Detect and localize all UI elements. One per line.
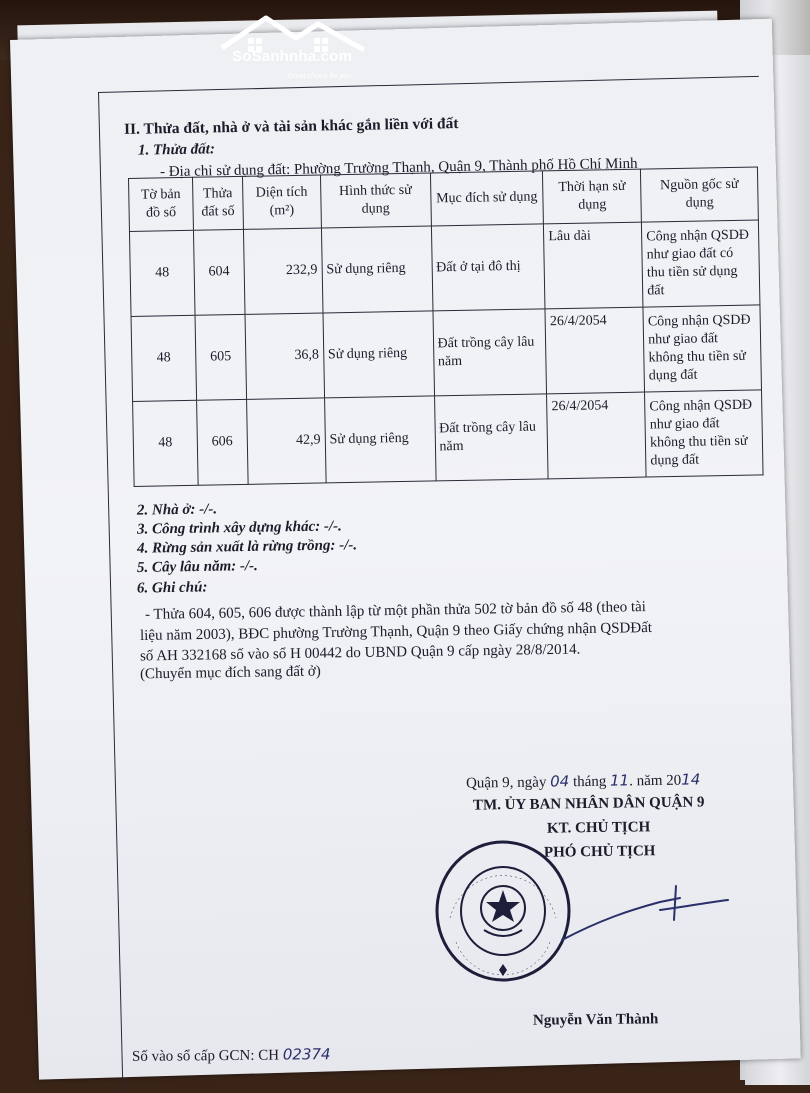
register-value: 02374 [282,1045,331,1064]
date-month-label: tháng [572,773,607,791]
section-title: II. Thửa đất, nhà ở và tài sản khác gắn liền với đất [123,115,459,138]
cell-area: 36,8 [245,313,324,399]
item-perennial-trees: 5. Cây lâu năm: -/-. [136,558,258,576]
watermark-brand: SoSanhnha.com [232,48,353,65]
item-other-construction: 3. Công trình xây dựng khác: -/-. [136,518,342,538]
cell-parcel-no: 605 [195,314,247,400]
official-seal-icon [432,838,574,984]
date-prefix: Quận 9, ngày [465,774,547,792]
note-line: (Chuyển mục đích sang đất ở) [139,663,321,683]
authority-line: TM. ỦY BAN NHÂN DÂN QUẬN 9 [472,794,705,814]
cell-purpose: Đất trồng cây lâu năm [434,394,548,481]
cell-usage-form: Sử dụng riêng [321,226,432,313]
header-term: Thời hạn sử dụng [543,169,642,224]
cell-purpose: Đất trồng cây lâu năm [432,309,546,396]
vice-chairman-line: PHÓ CHỦ TỊCH [543,843,656,861]
signer-name: Nguyễn Văn Thành [532,1011,659,1029]
date-year-label: năm 20 [636,772,682,790]
cell-area: 42,9 [246,398,325,484]
header-map-sheet: Tờ bản đồ số [129,177,194,231]
watermark-tagline: Great choice for you [288,73,352,80]
date-year: 14 [681,770,701,789]
cell-usage-form: Sử dụng riêng [324,396,435,483]
cell-usage-form: Sử dụng riêng [323,311,434,398]
cell-term: 26/4/2054 [545,307,644,394]
cell-parcel-no: 606 [196,399,248,485]
header-purpose: Mục đích sử dụng [430,171,544,226]
table-row [131,305,761,402]
register-number [132,1045,331,1066]
cell-origin: Công nhận QSDĐ như giao đất không thu tiền sử dụng đất [645,390,763,477]
issue-date: Quận 9, ngày 04 tháng 11. năm 2014 [465,770,701,792]
header-usage-form: Hình thức sử dụng [320,173,431,228]
cell-term: Lâu dài [544,222,643,309]
date-day: 04 [550,772,570,791]
header-origin: Nguồn gốc sử dụng [641,167,759,222]
item-house: 2. Nhà ở: -/-. [136,501,218,519]
table-row [133,390,763,487]
cell-map-sheet: 48 [129,230,194,316]
land-address: - Địa chỉ sử dụng đất: Phường Trường Thạnh, Quận 9, Thành phố Hồ Chí Minh [159,155,638,181]
note-line: liệu năm 2003), BĐC phường Trường Thạnh, Quận 9 theo Giấy chứng nhận QSDĐất [139,619,653,645]
chairman-line: KT. CHỦ TỊCH [546,819,651,837]
note-line: - Thửa 604, 605, 606 được thành lập từ một phần thửa 502 tờ bản đồ số 48 (theo tài [144,599,647,623]
note-line: số AH 332168 số vào sổ H 00442 do UBND Quận 9 cấp ngày 28/8/2014. [139,641,581,665]
cell-area: 232,9 [243,228,322,314]
header-area: Diện tích (m²) [242,175,321,229]
cell-term: 26/4/2054 [547,392,646,479]
cell-origin: Công nhận QSDĐ như giao đất không thu tiền sử dụng đất [643,305,761,392]
table-row [129,220,759,317]
cell-map-sheet: 48 [133,400,198,486]
cell-parcel-no: 604 [193,229,245,315]
sub-heading-thua-dat: 1. Thửa đất: [137,141,216,159]
item-notes: 6. Ghi chú: [136,579,208,597]
land-parcel-table [128,166,764,486]
cell-purpose: Đất ở tại đô thị [431,224,545,311]
date-month: 11 [609,771,630,790]
register-label: Số vào sổ cấp GCN: CH [131,1047,280,1065]
item-forest: 4. Rừng sản xuất là rừng trồng: -/-. [136,537,358,557]
cell-origin: Công nhận QSDĐ như giao đất có thu tiền sử dụng đất [642,220,760,307]
signature-icon [560,880,730,960]
cell-map-sheet: 48 [131,315,196,401]
header-parcel-no: Thửa đất số [192,176,243,230]
